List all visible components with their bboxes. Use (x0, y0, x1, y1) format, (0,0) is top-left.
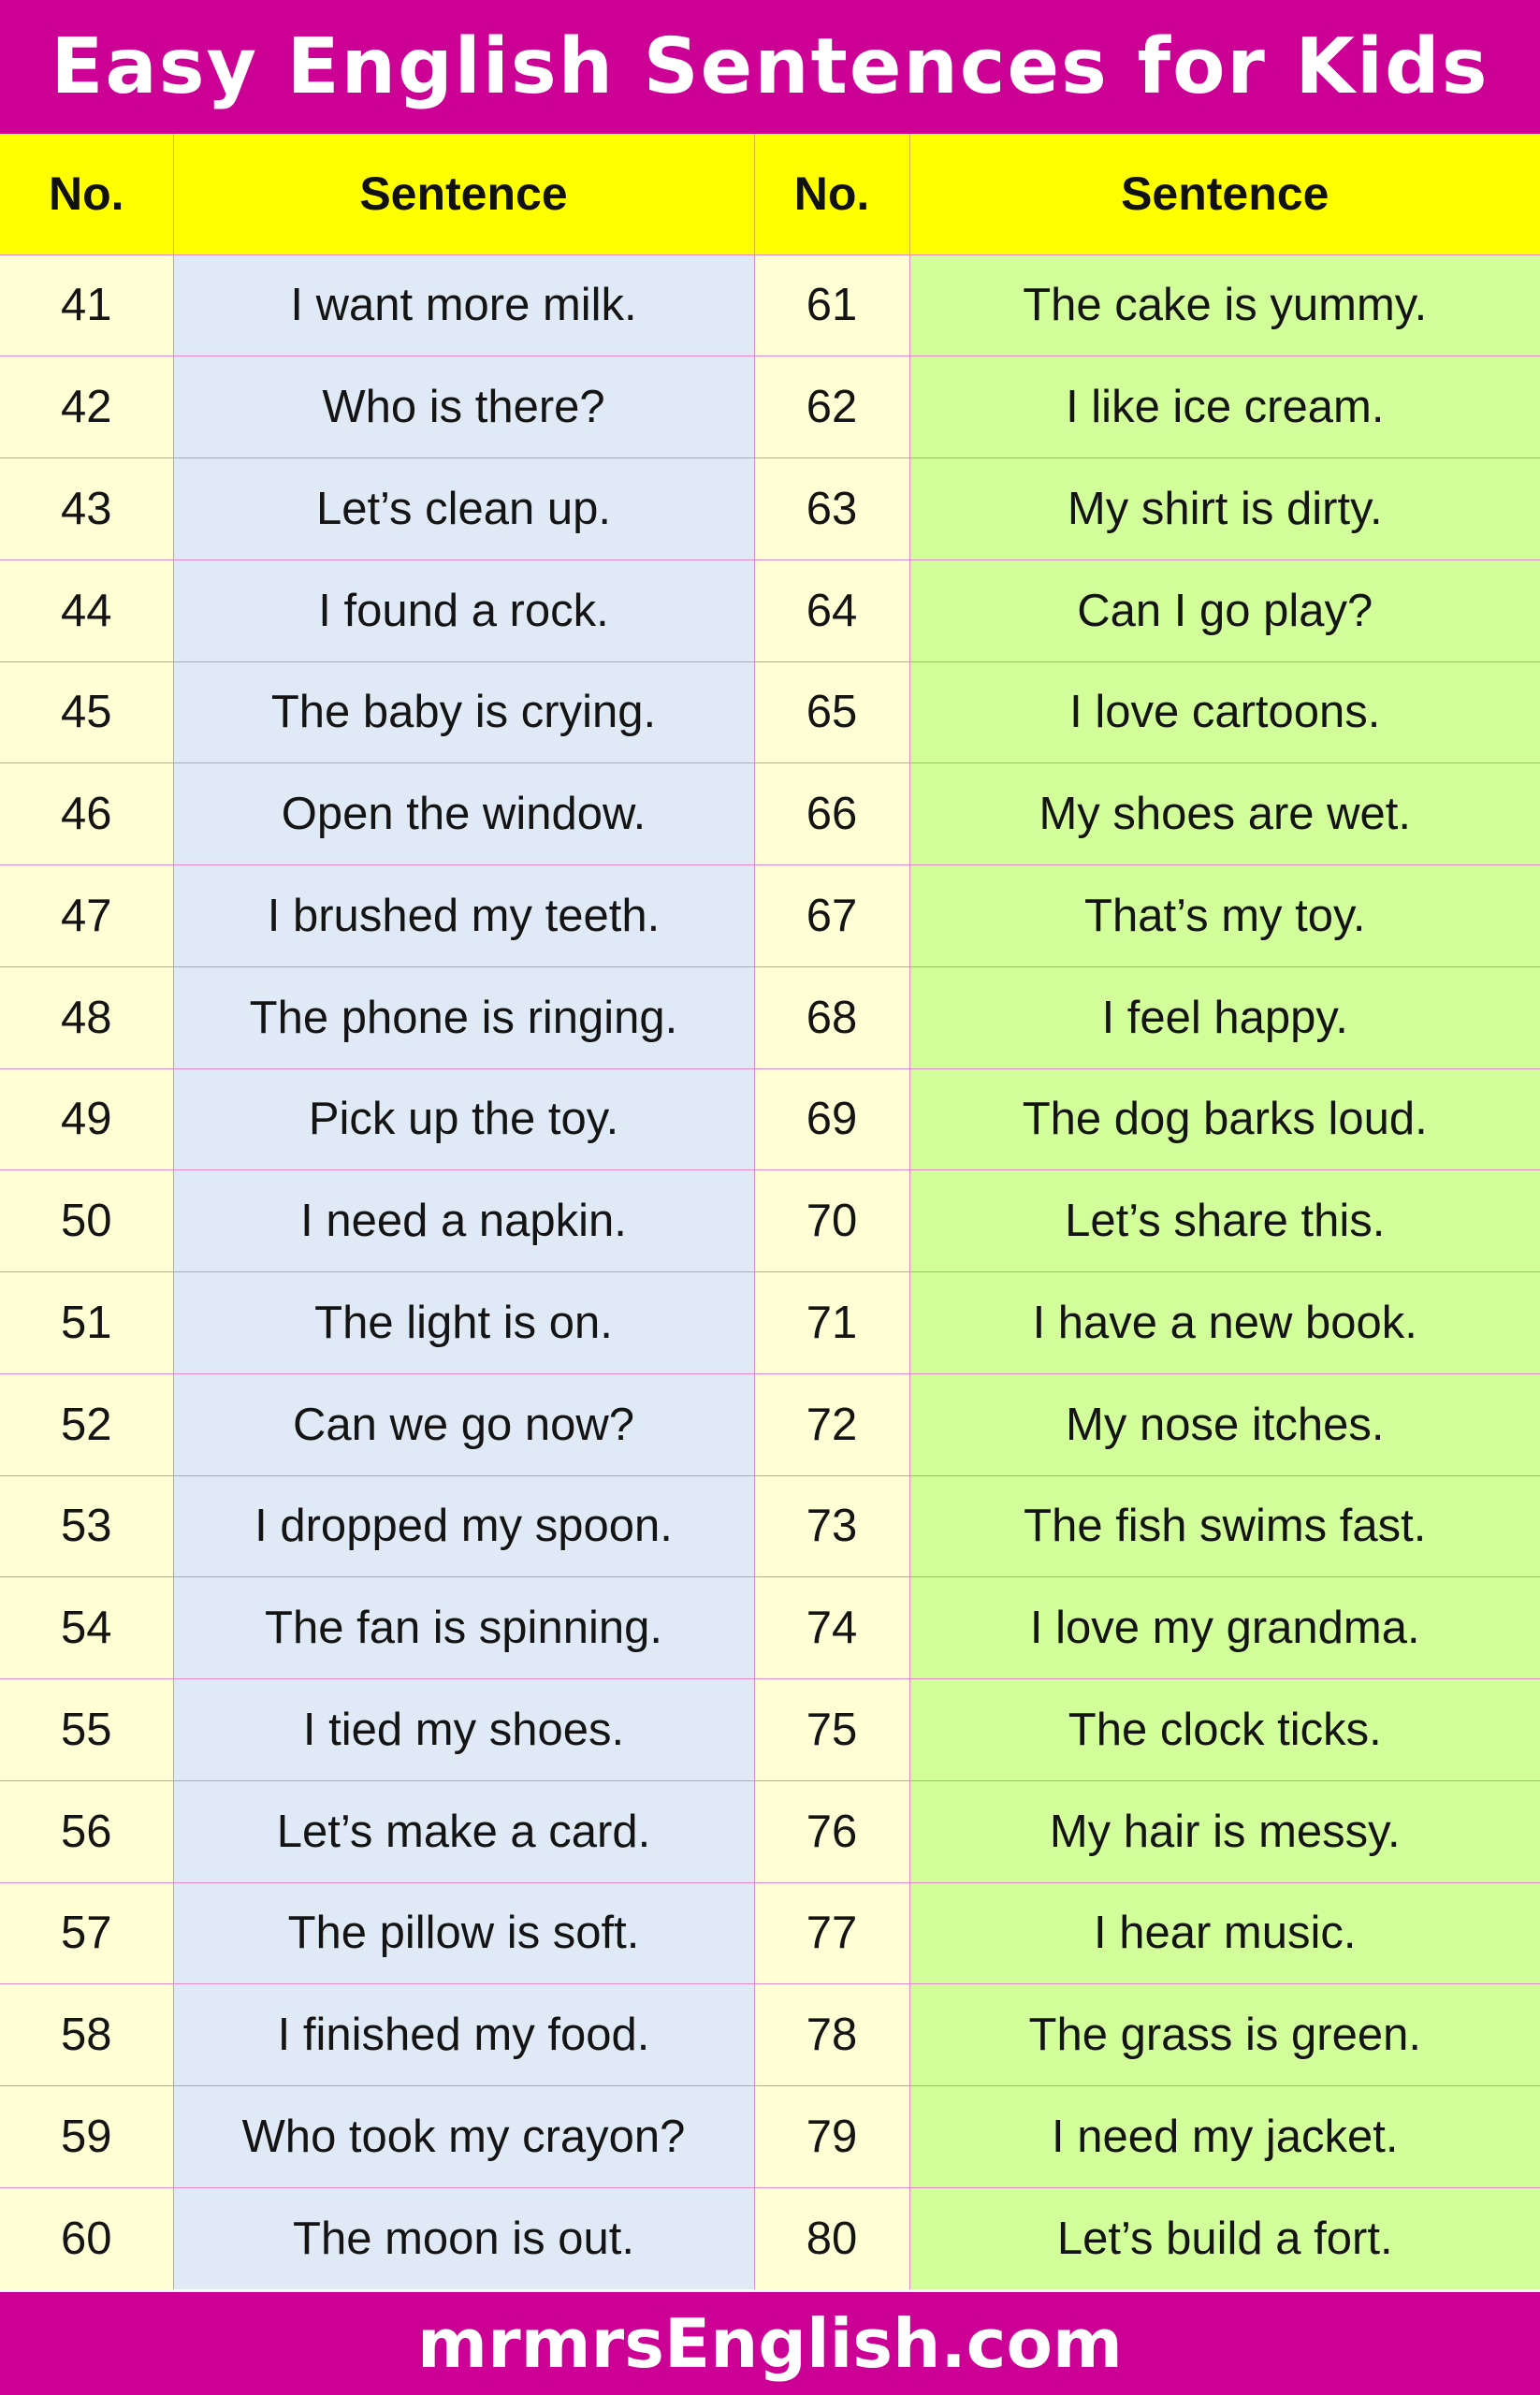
sentence-cell-left: Can we go now? (173, 1373, 754, 1475)
number-cell-left: 59 (0, 2086, 173, 2188)
number-cell-right: 72 (754, 1373, 909, 1475)
sentence-cell-left: I dropped my spoon. (173, 1475, 754, 1577)
number-cell-left: 42 (0, 356, 173, 458)
sentence-cell-right: I hear music. (909, 1882, 1540, 1984)
sentence-cell-right: The fish swims fast. (909, 1475, 1540, 1577)
sentence-cell-left: Let’s make a card. (173, 1780, 754, 1882)
number-cell-left: 47 (0, 865, 173, 967)
table-row (0, 356, 1540, 458)
sentence-cell-right: My shirt is dirty. (909, 458, 1540, 560)
number-cell-left: 60 (0, 2187, 173, 2289)
table-row (0, 966, 1540, 1068)
number-cell-right: 70 (754, 1170, 909, 1272)
header-number-right: No. (754, 134, 909, 254)
number-cell-left: 50 (0, 1170, 173, 1272)
number-cell-right: 69 (754, 1068, 909, 1170)
number-cell-left: 53 (0, 1475, 173, 1577)
number-cell-left: 41 (0, 254, 173, 356)
number-cell-right: 78 (754, 1984, 909, 2086)
sentence-cell-right: I need my jacket. (909, 2086, 1540, 2188)
sentence-cell-left: Who is there? (173, 356, 754, 458)
table-row (0, 1984, 1540, 2086)
sentence-cell-right: I love cartoons. (909, 661, 1540, 763)
table-body (0, 254, 1540, 2289)
sentence-cell-left: The baby is crying. (173, 661, 754, 763)
number-cell-right: 74 (754, 1577, 909, 1679)
header-row (0, 134, 1540, 254)
number-cell-right: 73 (754, 1475, 909, 1577)
sentence-cell-right: My hair is messy. (909, 1780, 1540, 1882)
sentence-cell-right: The grass is green. (909, 1984, 1540, 2086)
number-cell-left: 44 (0, 559, 173, 661)
number-cell-left: 46 (0, 763, 173, 865)
sentence-cell-right: I like ice cream. (909, 356, 1540, 458)
sentence-cell-right: The dog barks loud. (909, 1068, 1540, 1170)
table-row (0, 1272, 1540, 1374)
sentence-cell-left: Let’s clean up. (173, 458, 754, 560)
table-row (0, 865, 1540, 967)
number-cell-right: 71 (754, 1272, 909, 1374)
sentence-cell-left: I brushed my teeth. (173, 865, 754, 967)
table-row (0, 1882, 1540, 1984)
number-cell-right: 61 (754, 254, 909, 356)
header-sentence-left: Sentence (173, 134, 754, 254)
sentence-cell-right: The clock ticks. (909, 1679, 1540, 1781)
table-row (0, 1679, 1540, 1781)
sentence-cell-right: Let’s build a fort. (909, 2187, 1540, 2289)
table-row (0, 661, 1540, 763)
sentence-cell-right: That’s my toy. (909, 865, 1540, 967)
number-cell-right: 76 (754, 1780, 909, 1882)
website-label: mrmrsEnglish.com (417, 2304, 1123, 2383)
sentence-cell-right: The cake is yummy. (909, 254, 1540, 356)
table-row (0, 1068, 1540, 1170)
header-number-left: No. (0, 134, 173, 254)
number-cell-left: 54 (0, 1577, 173, 1679)
sentences-table (0, 134, 1540, 2289)
number-cell-right: 66 (754, 763, 909, 865)
sentence-cell-left: I found a rock. (173, 559, 754, 661)
sentence-cell-left: I need a napkin. (173, 1170, 754, 1272)
number-cell-left: 48 (0, 966, 173, 1068)
number-cell-left: 45 (0, 661, 173, 763)
number-cell-left: 43 (0, 458, 173, 560)
number-cell-right: 77 (754, 1882, 909, 1984)
sentence-cell-right: My nose itches. (909, 1373, 1540, 1475)
table-row (0, 2187, 1540, 2289)
sentence-cell-left: Open the window. (173, 763, 754, 865)
sentence-cell-right: I feel happy. (909, 966, 1540, 1068)
title-banner (0, 0, 1540, 134)
table-row (0, 254, 1540, 356)
table-row (0, 458, 1540, 560)
sentence-cell-left: I want more milk. (173, 254, 754, 356)
sentence-cell-left: I tied my shoes. (173, 1679, 754, 1781)
sentence-cell-left: The fan is spinning. (173, 1577, 754, 1679)
sentence-cell-left: Pick up the toy. (173, 1068, 754, 1170)
number-cell-right: 63 (754, 458, 909, 560)
number-cell-left: 58 (0, 1984, 173, 2086)
sentence-cell-right: My shoes are wet. (909, 763, 1540, 865)
sentence-cell-left: The phone is ringing. (173, 966, 754, 1068)
sentence-cell-right: I have a new book. (909, 1272, 1540, 1374)
sentence-cell-left: The light is on. (173, 1272, 754, 1374)
number-cell-right: 67 (754, 865, 909, 967)
table-row (0, 1577, 1540, 1679)
table-row (0, 2086, 1540, 2188)
table-row (0, 763, 1540, 865)
table-row (0, 1780, 1540, 1882)
number-cell-right: 64 (754, 559, 909, 661)
number-cell-left: 52 (0, 1373, 173, 1475)
table-row (0, 1373, 1540, 1475)
sentence-cell-left: The moon is out. (173, 2187, 754, 2289)
number-cell-left: 51 (0, 1272, 173, 1374)
table-row (0, 1475, 1540, 1577)
page-title: Easy English Sentences for Kids (51, 22, 1489, 111)
number-cell-right: 65 (754, 661, 909, 763)
sentence-cell-left: The pillow is soft. (173, 1882, 754, 1984)
number-cell-right: 75 (754, 1679, 909, 1781)
sentence-cell-right: I love my grandma. (909, 1577, 1540, 1679)
number-cell-right: 62 (754, 356, 909, 458)
sentence-cell-right: Can I go play? (909, 559, 1540, 661)
number-cell-left: 57 (0, 1882, 173, 1984)
sentence-cell-left: I finished my food. (173, 1984, 754, 2086)
number-cell-right: 80 (754, 2187, 909, 2289)
table-row (0, 559, 1540, 661)
number-cell-left: 49 (0, 1068, 173, 1170)
number-cell-left: 55 (0, 1679, 173, 1781)
number-cell-right: 79 (754, 2086, 909, 2188)
header-sentence-right: Sentence (909, 134, 1540, 254)
table-row (0, 1170, 1540, 1272)
number-cell-right: 68 (754, 966, 909, 1068)
sentence-cell-right: Let’s share this. (909, 1170, 1540, 1272)
sentence-cell-left: Who took my crayon? (173, 2086, 754, 2188)
footer-banner (0, 2292, 1540, 2395)
number-cell-left: 56 (0, 1780, 173, 1882)
